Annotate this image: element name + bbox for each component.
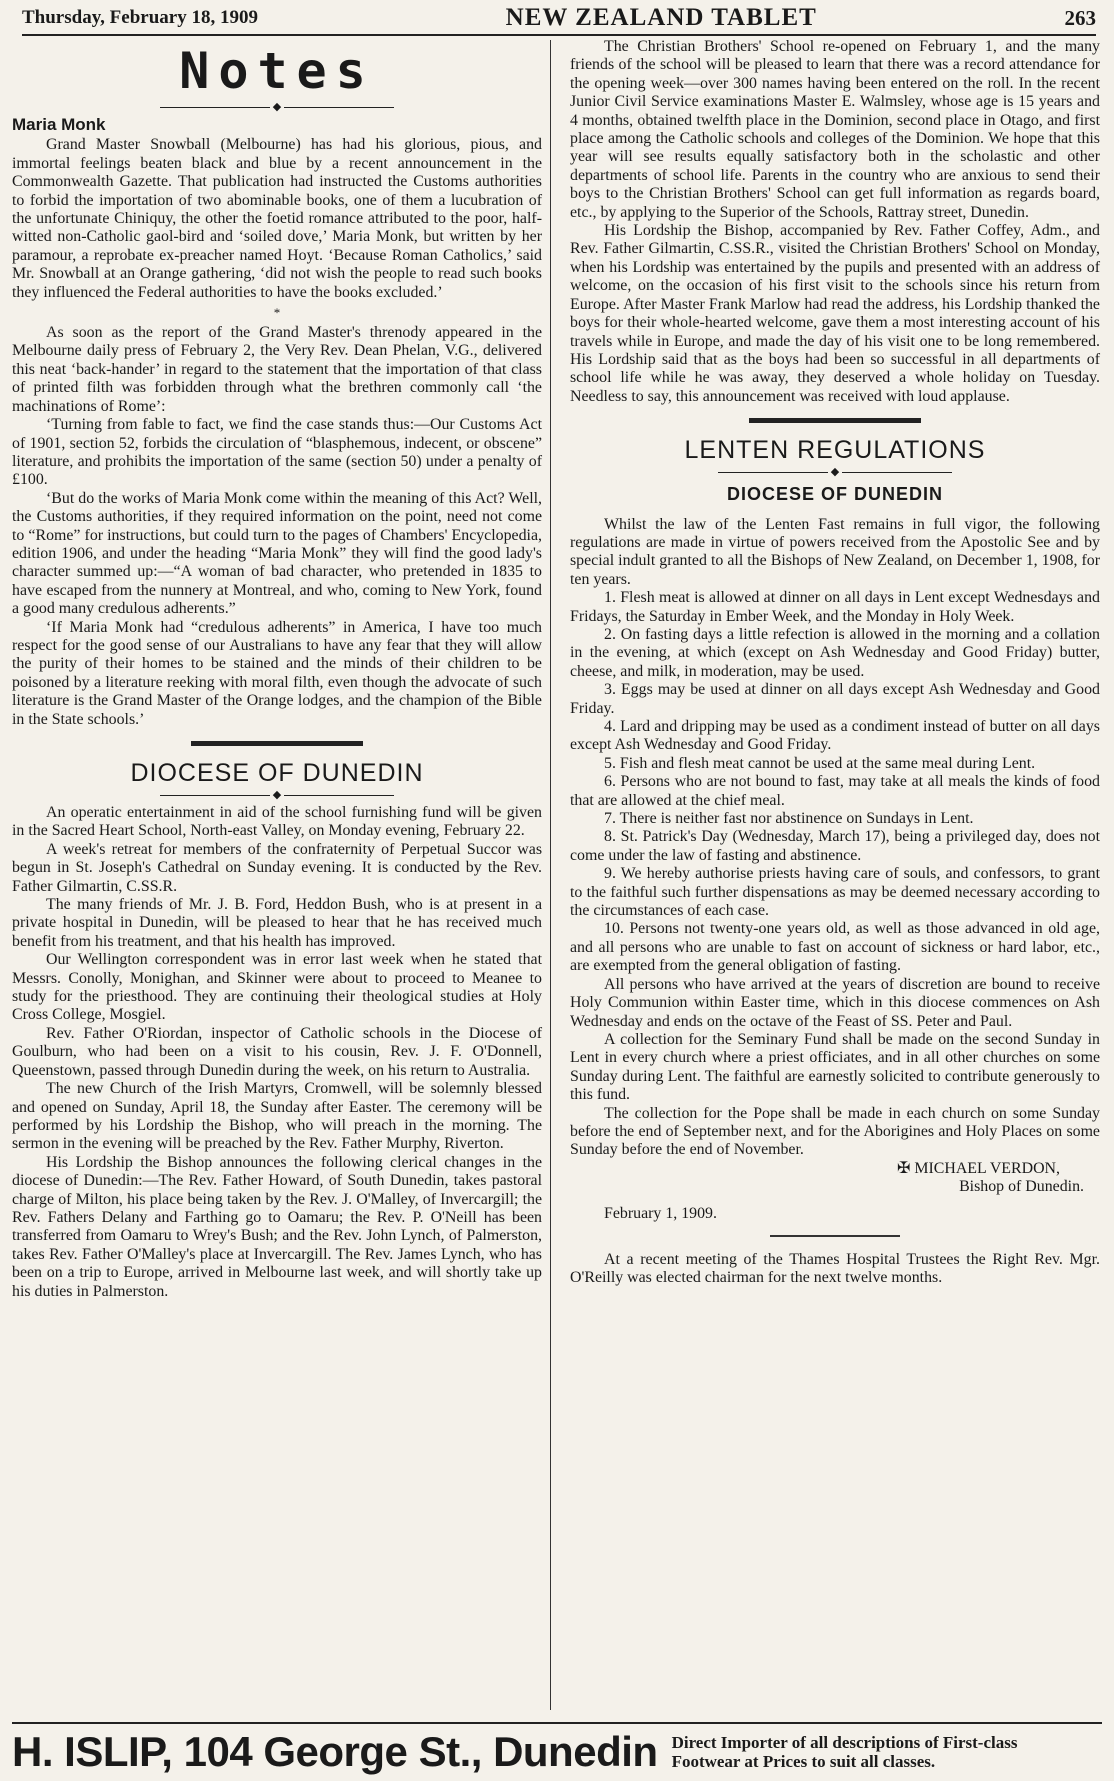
lenten-rule: 8. St. Patrick's Day (Wednesday, March 17), being a privileged day, does not come under the law of fasting and abstinence. <box>570 828 1100 864</box>
bishop-signature: ✠ MICHAEL VERDON, <box>897 1159 1060 1177</box>
lenten-rule: The collection for the Pope shall be made in each church on some Sunday before the end of September next, and for the Aborigines and Holy Places on some Sunday before the end of November. <box>570 1104 1100 1159</box>
notes-paragraph: As soon as the report of the Grand Master's threnody appeared in the Melbourne daily press of February 2, the Very Rev. Dean Phelan, V.G., delivered this neat ‘back-hander’ in regard to the statement that the importation of that class of printed filth was forbidden through what the brethren commonly call ‘the machinations of Rome’: <box>12 324 542 415</box>
section-rule <box>749 418 921 423</box>
diocese-ornament: ◆ <box>12 788 542 802</box>
lenten-rule: 6. Persons who are not bound to fast, may take at all meals the kinds of food that are allowed at the chief meal. <box>570 773 1100 809</box>
notes-paragraph: ‘Turning from fable to fact, we find the case stands thus:—Our Customs Act of 1901, section 52, forbids the circulation of “blasphemous, indecent, or obscene” literature, and prohibits the importation of the same (section 50) under a penalty of £100. <box>12 416 542 489</box>
notes-heading: Notes <box>179 42 375 100</box>
issue-date: Thursday, February 18, 1909 <box>22 7 258 28</box>
diocese-paragraph: The new Church of the Irish Martyrs, Cromwell, will be solemnly blessed and opened on Sunday, April 18, the Sunday after Easter. The ceremony will be performed by his Lordship the Bishop, who will preach in the morning. The sermon in the evening will be preached by the Rev. Father Murphy, Riverton. <box>12 1080 542 1153</box>
diocese-paragraph: The many friends of Mr. J. B. Ford, Heddon Bush, who is at present in a private hospital in Dunedin, will be pleased to hear that he has received much benefit from his treatment, and that his health has improved. <box>12 896 542 950</box>
lenten-rule: 10. Persons not twenty-one years old, as well as those advanced in old age, and all persons who are unable to fast on account of sickness or hard labor, etc., are exempted from the general obligation of fasting. <box>570 920 1100 975</box>
ad-line-2: Footwear at Prices to suit all classes. <box>671 1752 936 1771</box>
notes-paragraph: ‘If Maria Monk had “credulous adherents” in America, I have too much respect for the good sense of our Australians to have any fear that they will allow the purity of their homes to be stained and the minds of their children to be poisoned by a literature reeking with moral filth, even though the advocate of such literature is the Grand Master of the Orange lodges, and the champion of the Bible in the State schools.’ <box>12 618 542 728</box>
notes-paragraph: ‘But do the works of Maria Monk come within the meaning of this Act? Well, the Customs authorities, if they required information on the point, need not come to “Rome” for instructions, but could turn to the pages of Chambers' Encyclopedia, edition 1906, and under the heading “Maria Monk” they will find the good lady's character summed up:—“A woman of bad character, who pretended in 1835 to have escaped from the nunnery at Montreal, and who, coming to New York, found a good many credulous adherents.” <box>12 489 542 618</box>
right-column <box>570 38 1100 1288</box>
lenten-rule: A collection for the Seminary Fund shall be made on the second Sunday in Lent in every church where a priest officiates, and in all other churches on some Sunday during Lent. The faithful are earnestly solicited to contribute generously to this fund. <box>570 1030 1100 1104</box>
footer-advertisement <box>12 1722 1102 1780</box>
page-number: 263 <box>1064 5 1096 30</box>
lenten-rule: All persons who have arrived at the years of discretion are bound to receive Holy Communion within Easter time, which in this diocese commences on Ash Wednesday and ends on the octave of the Feast of SS. Peter and Paul. <box>570 975 1100 1030</box>
running-header <box>22 2 1096 36</box>
school-paragraph: His Lordship the Bishop, accompanied by Rev. Father Coffey, Adm., and Rev. Father Gilmartin, C.SS.R., visited the Christian Brothers' School on Monday, when his Lordship was entertained by the pupils and presented with an address of welcome, on the occasion of his first visit to the schools since his return from Europe. After Master Frank Marlow had read the address, his Lordship thanked the boys for their whole-hearted welcome, gave them a most interesting account of his travels while in Europe, and made the day of his visit one to be long remembered. His Lordship said that as the boys had been so successful in all departments of school life while he was away, they deserved a whole holiday on Tuesday. Needless to say, this announcement was received with loud applause. <box>570 222 1100 405</box>
newspaper-title: NEW ZEALAND TABLET <box>505 4 817 31</box>
maria-monk-subhead: Maria Monk <box>12 115 106 134</box>
regulations-date: February 1, 1909. <box>604 1204 717 1222</box>
lenten-rule: 1. Flesh meat is allowed at dinner on all days in Lent except Wednesdays and Fridays, the Saturday in Ember Week, and the Monday in Holy Week. <box>570 589 1100 625</box>
lenten-rule: 7. There is neither fast nor abstinence on Sundays in Lent. <box>604 810 974 828</box>
diocese-paragraph: Rev. Father O'Riordan, inspector of Catholic schools in the Diocese of Goulburn, who had been on a visit to his cousin, Rev. J. F. O'Donnell, Queenstown, passed through Dunedin during the week, on his return to Australia. <box>12 1024 542 1079</box>
lenten-rule: 9. We hereby authorise priests having care of souls, and confessors, to grant to the faithful such further dispensations as may be deemed necessary according to the circumstances of each case. <box>570 865 1100 920</box>
lenten-subheading: DIOCESE OF DUNEDIN <box>726 484 944 505</box>
lenten-rule: 4. Lard and dripping may be used as a condiment instead of butter on all days except Ash Wednesday and Good Friday. <box>570 718 1100 754</box>
advertiser-name: H. ISLIP, 104 George St., Dunedin <box>12 1728 658 1775</box>
lenten-ornament: ◆ <box>570 465 1100 479</box>
asterisk-separator: * <box>273 305 281 321</box>
school-paragraph: The Christian Brothers' School re-opened on February 1, and the many friends of the school will be pleased to learn that there was a record attendance for the opening week—over 300 names having been entered on the roll. In the recent Junior Civil Service examinations Master E. Walmsley, whose age is 15 years and 4 months, obtained twelfth place in the Dominion, second place in Otago, and first place among the Catholic schools and colleges of the Dominion. We hope that this year will see results equally satisfactory both in the scholastic and other departments of school life. Parents in the country who are anxious to send their boys to the Christian Brothers' School can get full information as regards board, etc., by applying to the Superior of the Schools, Rattray street, Dunedin. <box>570 38 1100 221</box>
diocese-heading: DIOCESE OF DUNEDIN <box>130 759 424 787</box>
column-divider <box>550 40 551 1710</box>
short-rule <box>770 1235 900 1237</box>
diocese-paragraph: A week's retreat for members of the confraternity of Perpetual Succor was begun in St. Joseph's Cathedral on Sunday evening. It is conducted by the Rev. Father Gilmartin, C.SS.R. <box>12 840 542 895</box>
ad-line-1: Direct Importer of all descriptions of First-class <box>671 1733 1018 1752</box>
diocese-paragraph: Our Wellington correspondent was in error last week when he stated that Messrs. Conolly, Monighan, and Skinner were about to proceed to Meanee to study for the priesthood. They are continuing their theological studies at Holy Cross College, Mosgiel. <box>12 951 542 1024</box>
diocese-paragraph: An operatic entertainment in aid of the school furnishing fund will be given in the Sacred Heart School, North-east Valley, on Monday evening, February 22. <box>12 804 542 840</box>
lenten-heading: LENTEN REGULATIONS <box>684 436 986 465</box>
notes-paragraph: Grand Master Snowball (Melbourne) has had his glorious, pious, and immortal feelings beaten black and blue by a recent announcement in the Commonwealth Gazette. That publication had instructed the Customs authorities to forbid the importation of two abominable books, one of them a lucubration of the unfortunate Chiniquy, the other the foetid romance attributed to the poor, half-witted non-Catholic gaol-bird and ‘soiled dove,’ Maria Monk, but written by her paramour, a reprobate ex-preacher named Hoyt. ‘Because Roman Catholics,’ said Mr. Snowball at an Orange gathering, ‘did not wish the people to read such books they influenced the Federal authorities to have the books excluded.’ <box>12 136 542 301</box>
diocese-paragraph: His Lordship the Bishop announces the following clerical changes in the diocese of Dunedin:—The Rev. Father Howard, of South Dunedin, takes pastoral charge of Milton, his place being taken by the Rev. J. O'Malley, of Invercargill; the Rev. Fathers Delany and Farthing go to Oamaru; the Rev. P. O'Neill has been transferred from Oamaru to Wrey's Bush; and the Rev. John Lynch, of Palmerston, takes Rev. Father O'Malley's place at Invercargill. The Rev. James Lynch, who has been on a trip to Europe, arrived in Melbourne last week, and will shortly take up his duties in Palmerston. <box>12 1153 542 1300</box>
bishop-title: Bishop of Dunedin. <box>959 1178 1084 1196</box>
left-column <box>12 38 542 1301</box>
advertiser-description <box>672 1733 1018 1771</box>
lenten-rule: 5. Fish and flesh meat cannot be used at the same meal during Lent. <box>604 754 1036 772</box>
lenten-rule: 3. Eggs may be used at dinner on all days except Ash Wednesday and Good Friday. <box>570 681 1100 717</box>
notes-ornament: ◆ <box>12 100 542 114</box>
section-rule <box>191 741 363 746</box>
thames-paragraph: At a recent meeting of the Thames Hospital Trustees the Right Rev. Mgr. O'Reilly was elected chairman for the next twelve months. <box>570 1250 1100 1287</box>
lenten-rule: 2. On fasting days a little refection is allowed in the morning and a collation in the evening, at which (except on Ash Wednesday and Good Friday) butter, cheese, and milk, in moderation, may be used. <box>570 625 1100 680</box>
lenten-intro: Whilst the law of the Lenten Fast remains in full vigor, the following regulations are made in virtue of powers received from the Apostolic See and by special indult granted to all the Bishops of New Zealand, on December 1, 1908, for ten years. <box>570 515 1100 588</box>
